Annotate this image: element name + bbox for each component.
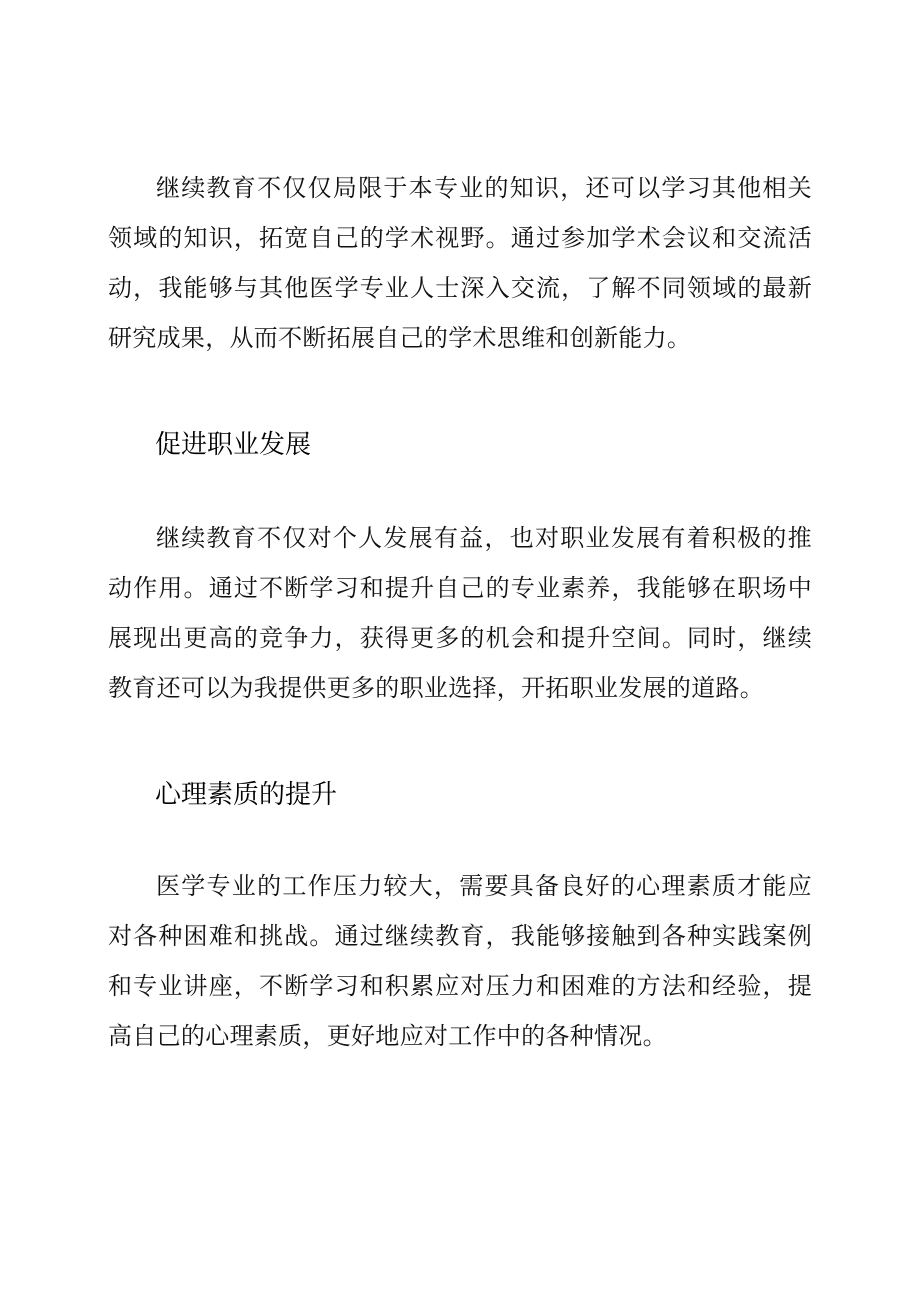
paragraph-psychological-quality: 医学专业的工作压力较大，需要具备良好的心理素质才能应对各种困难和挑战。通过继续教育，我能够接触到各种实践案例和专业讲座，不断学习和积累应对压力和困难的方法和经验，提高自己的心理素质，更好地应对工作中的各种情况。 (108, 872, 812, 1050)
section-heading-career: 促进职业发展 (155, 430, 312, 460)
paragraph-career-development: 继续教育不仅对个人发展有益，也对职业发展有着积极的推动作用。通过不断学习和提升自己的专业素养，我能够在职场中展现出更高的竞争力，获得更多的机会和提升空间。同时，继续教育还可以为我提供更多的职业选择，开拓职业发展的道路。 (108, 524, 812, 702)
section-heading-psychology: 心理素质的提升 (155, 780, 338, 810)
paragraph-academic-vision: 继续教育不仅仅局限于本专业的知识，还可以学习其他相关领域的知识，拓宽自己的学术视野。通过参加学术会议和交流活动，我能够与其他医学专业人士深入交流，了解不同领域的最新研究成果，从而不断拓展自己的学术思维和创新能力。 (108, 174, 812, 352)
